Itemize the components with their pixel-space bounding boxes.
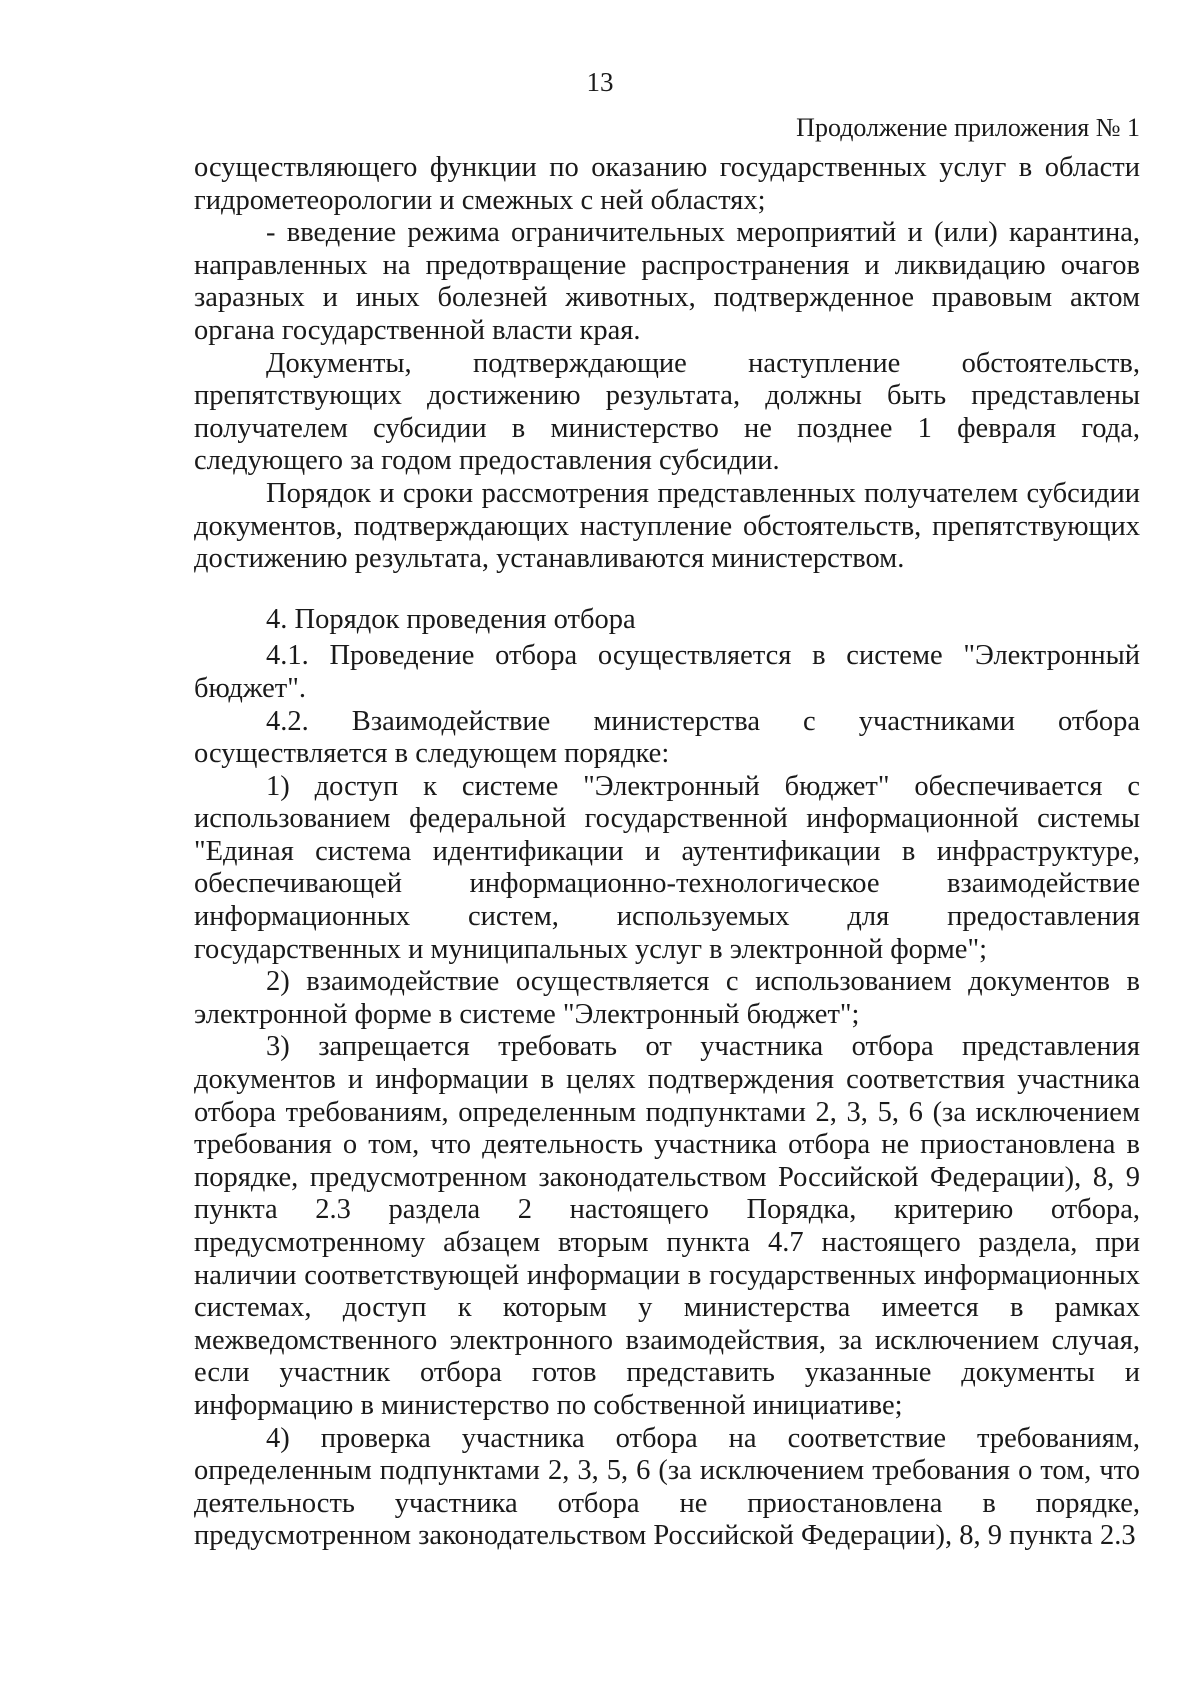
list-item-3: 3) запрещается требовать от участника отбора представления документов и информации в целях подтверждения соответствия участника отбора требованиям, определенным подпунктами 2, 3, 5, 6 (за исключением требования о том, что деятельность участника отбора не приостановлена в порядке, предусмотренном законодательством Российской Федерации), 8, 9 пункта 2.3 раздела 2 настоящего Порядка, критерию отбора, предусмотренному абзацем вторым пункта 4.7 настоящего раздела, при наличии соответствующей информации в государственных информационных системах, доступ к которым у министерства имеется в рамках межведомственного электронного взаимодействия, за исключением случая, если участник отбора готов представить указанные документы и информацию в министерство по собственной инициативе;: [194, 1031, 1140, 1421]
paragraph-4-1: 4.1. Проведение отбора осуществляется в системе "Электронный бюджет".: [194, 640, 1140, 704]
list-item-4: 4) проверка участника отбора на соответствие требованиям, определенным подпунктами 2, 3, 5, 6 (за исключением требования о том, что деятельность участника отбора не приостановлена в порядке, предусмотренном законодательством Российской Федерации), 8, 9 пункта 2.3: [194, 1422, 1140, 1552]
section-heading: 4. Порядок проведения отбора: [266, 603, 636, 635]
list-item-2: 2) взаимодействие осуществляется с использованием документов в электронной форме в системе "Электронный бюджет";: [194, 966, 1140, 1030]
list-item-1: 1) доступ к системе "Электронный бюджет" обеспечивается с использованием федеральной государственной информационной системы "Единая система идентификации и аутентификации в инфраструктуре, обеспечивающей информационно-технологическое взаимодействие информационных систем, используемых для предоставления государственных и муниципальных услуг в электронной форме";: [194, 770, 1140, 965]
paragraph-procedure: Порядок и сроки рассмотрения представленных получателем субсидии документов, подтверждающих наступление обстоятельств, препятствующих достижению результата, устанавливаются министерством.: [194, 477, 1140, 575]
page-number: 13: [586, 67, 614, 97]
paragraph-documents: Документы, подтверждающие наступление обстоятельств, препятствующих достижению результата, должны быть представлены получателем субсидии в министерство не позднее 1 февраля года, следующего за годом предоставления субсидии.: [194, 347, 1140, 477]
paragraph-quarantine: - введение режима ограничительных мероприятий и (или) карантина, направленных на предотвращение распространения и ликвидацию очагов заразных и иных болезней животных, подтвержденное правовым актом органа государственной власти края.: [194, 217, 1140, 346]
paragraph-continuation: осуществляющего функции по оказанию государственных услуг в области гидрометеорологии и смежных с ней областях;: [194, 152, 1140, 216]
continuation-note: Продолжение приложения № 1: [796, 113, 1140, 142]
paragraph-4-2: 4.2. Взаимодействие министерства с участниками отбора осуществляется в следующем порядке:: [194, 705, 1140, 770]
document-body: [194, 152, 1140, 1553]
